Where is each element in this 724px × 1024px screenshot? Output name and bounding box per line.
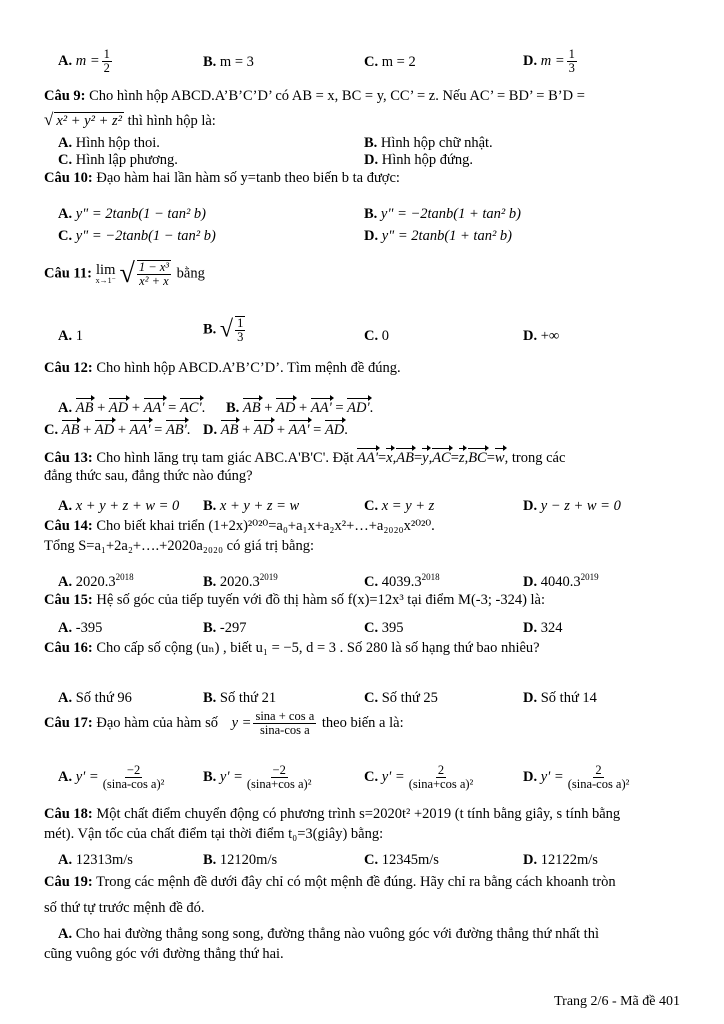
q16-option-c: C. Số thứ 25 [364, 690, 438, 706]
q13-option-c: C. x = y + z [364, 498, 435, 514]
q17-option-b: B. y' = $\frac{-2}{\text{(sina+cos a)²}}$ [203, 763, 312, 792]
q13-stem: Câu 13: Cho hình lăng trụ tam giác ABC.A'B'C'. Đặt AA'=x,AB=y,AC=z,BC=w, trong các [44, 446, 684, 467]
q14-option-d: D. $4040.3^{2019}$ [523, 572, 599, 590]
q15-option-a: A. -395 [58, 620, 103, 636]
q14-option-b: B. $2020.3^{2019}$ [203, 572, 278, 590]
q14-option-c: C. $4039.3^{2018}$ [364, 572, 440, 590]
q17-option-c: C. y' = $\frac{2}{\text{(sina+cos a)²}}$ [364, 763, 474, 792]
q13-option-d: D. y − z + w = 0 [523, 498, 621, 514]
q9-option-a: A. Hình hộp thoi. [58, 135, 160, 151]
q18-option-a: A. 12313m/s [58, 852, 133, 868]
q9-option-c: C. Hình lập phương. [58, 152, 178, 168]
q19-option-a: A. Cho hai đường thẳng song song, đường thẳng nào vuông góc với đường thẳng thứ nhất thì [58, 926, 599, 942]
q9-option-b: B. Hình hộp chữ nhật. [364, 135, 493, 151]
q12-option-d: D. AB + AD + AA' = AD. [203, 418, 348, 439]
q18-stem: Câu 18: Một chất điểm chuyển động có phương trình s=2020t² +2019 (t tính bằng giây, s tính bằng [44, 806, 621, 822]
q16-option-a: A. Số thứ 96 [58, 690, 132, 706]
q17-stem: Câu 17: Đạo hàm của hàm số y = $\frac{\text{sina + cos a}}{\text{sina-cos a}}$ theo biến a là: [44, 709, 404, 738]
q8-option-d: D. m = $\frac{1}{3}$ [523, 47, 575, 76]
q12-stem: Câu 12: Cho hình hộp ABCD.A’B’C’D’. Tìm mệnh đề đúng. [44, 360, 401, 376]
q10-stem: Câu 10: Đạo hàm hai lần hàm số y=tanb theo biến b ta được: [44, 170, 400, 186]
q15-option-b: B. -297 [203, 620, 247, 636]
q16-option-b: B. Số thứ 21 [203, 690, 277, 706]
q14-stem: Câu 14: Cho biết khai triển (1+2x)²⁰²⁰=a₀+a₁x+a₂x²+…+a₂₀₂₀x²⁰²⁰. [44, 518, 435, 534]
q13-option-a: A. x + y + z + w = 0 [58, 498, 180, 514]
q19-stem-line2: số thứ tự trước mệnh đề đó. [44, 900, 205, 916]
q13-stem-line2: đẳng thức sau, đẳng thức nào đúng? [44, 468, 253, 484]
q14-stem-line2: Tổng S=a₁+2a₂+….+2020a₂₀₂₀ có giá trị bằng: [44, 538, 315, 554]
q11-option-b: B. √ $\frac{1}{3}$ [203, 316, 244, 345]
q9-option-d: D. Hình hộp đứng. [364, 152, 473, 168]
q11-option-c: C. 0 [364, 328, 389, 344]
q9-stem: Câu 9: Cho hình hộp ABCD.A’B’C’D’ có AB = x, BC = y, CC’ = z. Nếu AC’ = BD’ = B’D = [44, 88, 585, 104]
q18-option-d: D. 12122m/s [523, 852, 598, 868]
q18-stem-line2: mét). Vận tốc của chất điểm tại thời điểm t₀=3(giây) bằng: [44, 826, 384, 842]
q12-option-a: A. AB + AD + AA' = AC'. [58, 396, 205, 417]
q16-option-d: D. Số thứ 14 [523, 690, 597, 706]
q11-stem: Câu 11: lim x→1⁻ √ $\frac{\text{1 − x³}}{\text{x² + x}}$ bằng [44, 258, 205, 289]
q14-option-a: A. $2020.3^{2018}$ [58, 572, 134, 590]
q11-option-d: D. +∞ [523, 328, 560, 344]
q17-option-a: A. y' = $\frac{-2}{\text{(sina-cos a)²}}$ [58, 763, 165, 792]
q13-option-b: B. x + y + z = w [203, 498, 300, 514]
q19-option-a-line2: cũng vuông góc với đường thẳng thứ hai. [44, 946, 284, 962]
q10-option-b: B. y" = −2tanb(1 + tan² b) [364, 206, 521, 222]
page-footer: Trang 2/6 - Mã đề 401 [554, 994, 680, 1009]
q8-option-c: C. m = 2 [364, 54, 416, 70]
q12-option-b: B. AB + AD + AA' = AD'. [226, 396, 373, 417]
q15-stem: Câu 15: Hệ số góc của tiếp tuyến với đồ thị hàm số f(x)=12x³ tại điểm M(-3; -324) là: [44, 592, 546, 608]
q18-option-c: C. 12345m/s [364, 852, 439, 868]
q10-option-d: D. y" = 2tanb(1 + tan² b) [364, 228, 513, 244]
q10-option-c: C. y" = −2tanb(1 − tan² b) [58, 228, 216, 244]
q19-stem: Câu 19: Trong các mệnh đề dưới đây chỉ có một mệnh đề đúng. Hãy chỉ ra bằng cách khoanh tròn [44, 874, 616, 890]
q10-option-a: A. y" = 2tanb(1 − tan² b) [58, 206, 207, 222]
q11-option-a: A. 1 [58, 328, 83, 344]
q16-stem: Câu 16: Cho cấp số cộng (uₙ) , biết u₁ = −5, d = 3 . Số 280 là số hạng thứ bao nhiêu? [44, 640, 540, 656]
q9-stem-line2: √ x² + y² + z² thì hình hộp là: [44, 110, 216, 129]
q15-option-c: C. 395 [364, 620, 404, 636]
q8-option-a: A. m = $\frac{1}{2}$ [58, 47, 110, 76]
q15-option-d: D. 324 [523, 620, 563, 636]
q17-option-d: D. y' = $\frac{2}{\text{(sina-cos a)²}}$ [523, 763, 630, 792]
q18-option-b: B. 12120m/s [203, 852, 278, 868]
q8-option-b: B. m = 3 [203, 54, 254, 70]
q12-option-c: C. AB + AD + AA' = AB'. [44, 418, 190, 439]
